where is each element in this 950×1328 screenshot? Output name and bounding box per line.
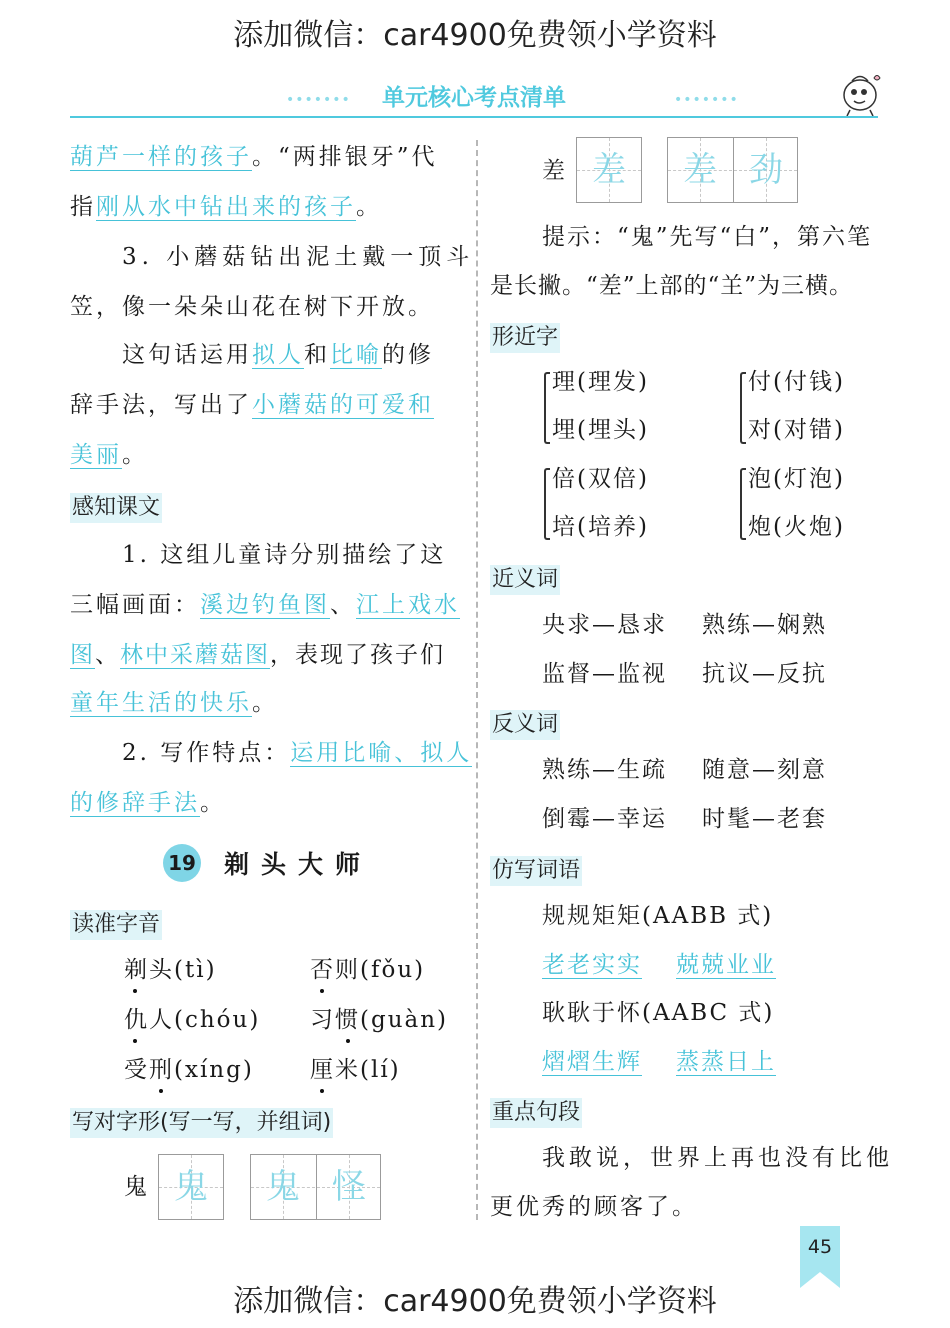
answer: 溪边钓鱼图 — [200, 592, 330, 618]
antonym-pair: 时髦—老套 — [702, 806, 827, 832]
trace-char: 差 — [592, 150, 626, 190]
writing-grid — [250, 1154, 381, 1220]
emphasis-dot — [159, 1089, 163, 1093]
section-heading: 反义词 — [490, 710, 560, 740]
answer: 美丽 — [70, 442, 122, 468]
pronunciation-item: 剃头(tì) — [124, 957, 217, 983]
emphasis-dot — [133, 989, 137, 993]
pronunciation-item: 习惯(guàn) — [310, 1007, 449, 1033]
answer: 小蘑菇的可爱和 — [252, 392, 434, 418]
similar-char: 付(付钱) — [748, 369, 845, 395]
answer: 刚从水中钻出来的孩子 — [96, 194, 356, 220]
pronunciation-item: 受刑(xíng) — [124, 1057, 254, 1083]
key-sentence-line: 我敢说，世界上再也没有比他 — [542, 1145, 893, 1171]
antonym-pair: 熟练—生疏 — [542, 757, 667, 783]
watermark-top: 添加微信：car4900免费领小学资料 — [233, 18, 717, 53]
header-rule — [70, 116, 878, 118]
paragraph-line: 美丽。 — [70, 442, 148, 468]
paragraph-line: 指刚从水中钻出来的孩子。 — [70, 194, 382, 220]
paragraph-line: 图、林中采蘑菇图，表现了孩子们 — [70, 642, 445, 668]
column-divider — [476, 140, 478, 1220]
answer: 童年生活的快乐 — [70, 690, 252, 716]
synonym-pair: 监督—监视 — [542, 661, 667, 687]
writing-grid — [667, 137, 798, 203]
answer: 运用比喻、拟人 — [290, 740, 473, 766]
section-heading: 仿写词语 — [490, 856, 582, 886]
emphasis-dot — [320, 1089, 324, 1093]
trace-char: 鬼 — [174, 1167, 208, 1207]
page-number: 45 — [807, 1236, 833, 1258]
pronunciation-item: 厘米(lí) — [310, 1057, 401, 1083]
pronunciation-item: 仇人(chóu) — [124, 1007, 261, 1033]
similar-char: 炮(火炮) — [748, 514, 845, 540]
answer: 林中采蘑菇图 — [120, 642, 270, 668]
paragraph-line: 1. 这组儿童诗分别描绘了这 — [122, 542, 447, 568]
paragraph-line: 的修辞手法。 — [70, 790, 226, 816]
similar-char: 倍(双倍) — [552, 466, 649, 492]
answer: 蒸蒸日上 — [676, 1049, 776, 1075]
tip-line: 是长撇。“差”上部的“𦍌”为三横。 — [490, 273, 854, 299]
paragraph-line: 2. 写作特点：运用比喻、拟人 — [122, 740, 473, 766]
trace-char: 差 — [683, 150, 717, 190]
imitation-pattern: 规规矩矩(AABB 式) — [542, 903, 774, 929]
antonym-pair: 随意—刻意 — [702, 757, 827, 783]
key-sentence-line: 更优秀的顾客了。 — [490, 1194, 698, 1220]
similar-char: 理(理发) — [552, 369, 649, 395]
lesson-title: 剃头大师 — [224, 850, 373, 879]
section-heading: 重点句段 — [490, 1098, 582, 1128]
mascot-icon — [830, 68, 890, 118]
watermark-bottom: 添加微信：car4900免费领小学资料 — [233, 1284, 717, 1319]
section-header — [70, 76, 878, 118]
writing-grid — [158, 1154, 224, 1220]
paragraph-line: 3. 小蘑菇钻出泥土戴一顶斗 — [122, 244, 475, 270]
trace-char: 怪 — [332, 1167, 366, 1207]
similar-char: 埋(埋头) — [552, 417, 649, 443]
brace — [740, 468, 746, 540]
emphasis-dot — [133, 1039, 137, 1043]
answer: 图 — [70, 642, 95, 668]
trace-char: 鬼 — [266, 1167, 300, 1207]
paragraph-line: 这句话运用拟人和比喻的修 — [122, 342, 434, 368]
answer: 熠熠生辉 — [542, 1049, 642, 1075]
section-heading: 写对字形(写一写，并组词) — [70, 1108, 333, 1138]
header-dots-right: ••••••• — [674, 92, 739, 108]
lesson-number: 19 — [163, 844, 201, 882]
write-char: 鬼 — [124, 1174, 150, 1200]
answer: 江上戏水 — [356, 592, 460, 618]
write-char: 差 — [542, 158, 568, 184]
answer: 比喻 — [330, 342, 382, 368]
section-heading: 近义词 — [490, 565, 560, 595]
antonym-pair: 倒霉—幸运 — [542, 806, 667, 832]
answer: 兢兢业业 — [676, 952, 776, 978]
header-title: 单元核心考点清单 — [382, 85, 566, 111]
synonym-pair: 抗议—反抗 — [702, 661, 827, 687]
paragraph-line: 童年生活的快乐。 — [70, 690, 278, 716]
writing-grid — [576, 137, 642, 203]
section-heading: 形近字 — [490, 323, 560, 353]
section-heading: 感知课文 — [70, 493, 162, 523]
tip-line: 提示：“鬼”先写“白”，第六笔 — [542, 224, 873, 250]
emphasis-dot — [320, 989, 324, 993]
answer: 老老实实 — [542, 952, 642, 978]
pronunciation-item: 否则(fǒu) — [310, 957, 426, 983]
answer: 葫芦一样的孩子 — [70, 144, 252, 170]
similar-char: 培(培养) — [552, 514, 649, 540]
header-dots-left: ••••••• — [286, 92, 351, 108]
section-heading: 读准字音 — [70, 910, 162, 940]
trace-char: 劲 — [749, 150, 783, 190]
paragraph-line: 三幅画面：溪边钓鱼图、江上戏水 — [70, 592, 460, 618]
paragraph-line: 笠，像一朵朵山花在树下开放。 — [70, 294, 434, 320]
synonym-pair: 央求—恳求 — [542, 612, 667, 638]
answer: 拟人 — [252, 342, 304, 368]
emphasis-dot — [346, 1039, 350, 1043]
similar-char: 泡(灯泡) — [748, 466, 845, 492]
similar-char: 对(对错) — [748, 417, 845, 443]
paragraph-line: 葫芦一样的孩子。“两排银牙”代 — [70, 144, 438, 170]
synonym-pair: 熟练—娴熟 — [702, 612, 827, 638]
answer: 的修辞手法 — [70, 790, 200, 816]
imitation-pattern: 耿耿于怀(AABC 式) — [542, 1000, 775, 1026]
brace — [544, 372, 550, 444]
brace — [740, 372, 746, 444]
brace — [544, 468, 550, 540]
paragraph-line: 辞手法，写出了小蘑菇的可爱和 — [70, 392, 434, 418]
